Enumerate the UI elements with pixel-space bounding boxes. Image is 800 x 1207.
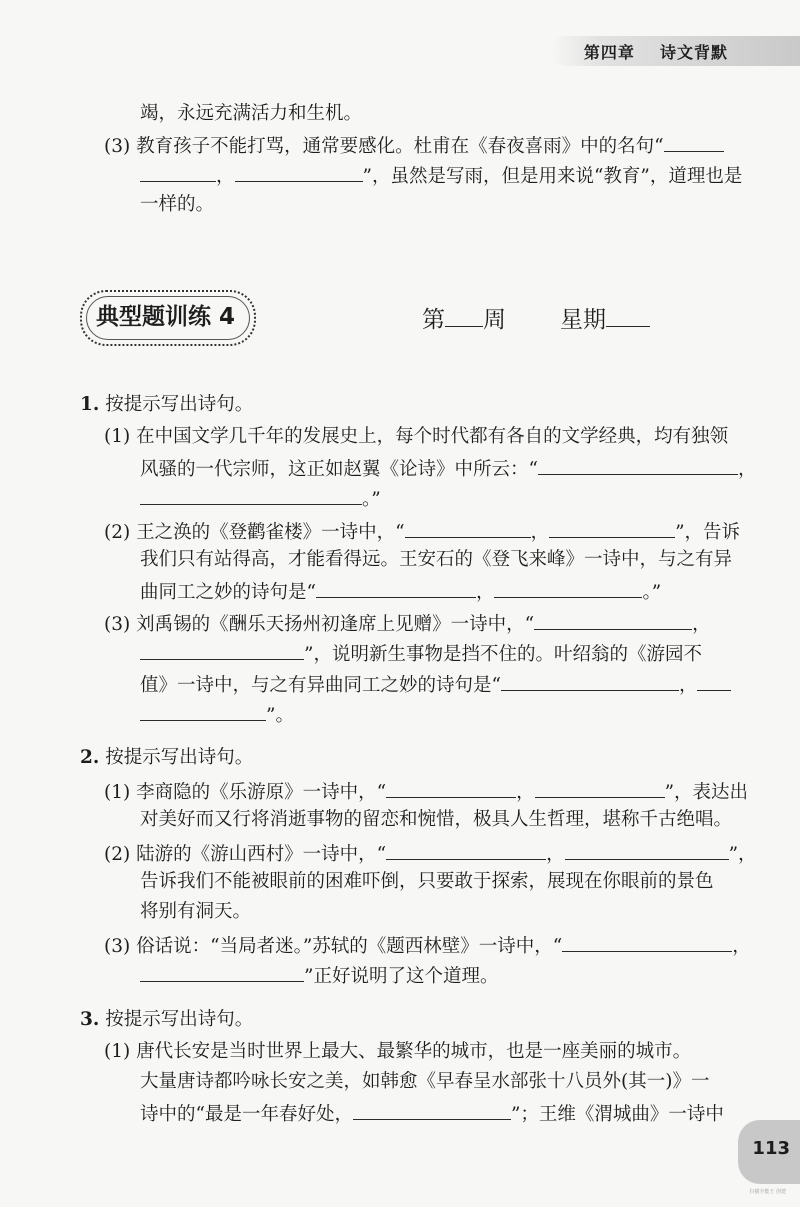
- q1-sub1-line1: [104, 424, 728, 450]
- answer-blank[interactable]: [534, 609, 692, 630]
- carry-item3-line3: 一样的。: [140, 194, 215, 215]
- item-number: (3): [104, 936, 131, 957]
- answer-blank[interactable]: [235, 161, 363, 182]
- q3-sub1-line2: 大量唐诗都吟咏长安之美，如韩愈《早春呈水部张十八员外(其一)》一: [140, 1071, 710, 1092]
- carry-line: 竭，永远充满活力和生机。: [140, 103, 363, 124]
- carry-item3-line2: [140, 161, 742, 190]
- week-label: [422, 302, 506, 335]
- q3-sub1-line1: [104, 1039, 691, 1065]
- q1-sub3-line2: [140, 639, 702, 668]
- answer-blank[interactable]: [140, 484, 362, 505]
- item-text: 李商隐的《乐游原》一诗中，“: [136, 782, 387, 803]
- weekday-text: 星期: [560, 307, 606, 333]
- answer-blank[interactable]: [494, 577, 642, 598]
- q1-sub3-line3: [140, 670, 731, 699]
- item-text: ，: [475, 582, 495, 603]
- item-text: ”，说明新生事物是挡不住的。叶绍翁的《游园不: [304, 644, 702, 665]
- item-text: ，: [546, 844, 565, 865]
- item-text: ”正好说明了这个道理。: [304, 966, 499, 987]
- q1-sub2-line2: 我们只有站得高，才能看得远。王安石的《登飞来峰》一诗中，与之有异: [140, 549, 733, 570]
- item-text: ，: [737, 459, 757, 480]
- weekday-blank[interactable]: [606, 302, 650, 327]
- item-text: 。”: [642, 582, 662, 603]
- answer-blank[interactable]: [140, 161, 216, 182]
- item-number: (1): [104, 1041, 131, 1062]
- q2-sub2-line1: [104, 839, 757, 868]
- item-text: ”，: [728, 844, 757, 865]
- q3-sub1-line3: [140, 1099, 724, 1128]
- answer-blank[interactable]: [316, 577, 476, 598]
- q1-sub2-line1: [104, 517, 740, 546]
- q1-sub2-line3: [140, 577, 661, 606]
- answer-blank[interactable]: [140, 961, 304, 982]
- question-number: 2.: [80, 747, 100, 768]
- question-text: 按提示写出诗句。: [105, 747, 254, 768]
- item-text: ，: [530, 522, 550, 543]
- answer-blank[interactable]: [353, 1099, 511, 1120]
- answer-blank[interactable]: [538, 454, 738, 475]
- item-text: 。”: [362, 489, 381, 510]
- item-text: ，: [678, 675, 698, 696]
- week-prefix: 第: [422, 307, 445, 333]
- weekday-label: [560, 302, 650, 335]
- item-number: (3): [104, 136, 131, 157]
- answer-blank[interactable]: [405, 517, 531, 538]
- week-mid: 周: [483, 307, 506, 333]
- answer-blank[interactable]: [501, 670, 679, 691]
- answer-blank[interactable]: [549, 517, 675, 538]
- answer-blank[interactable]: [664, 131, 724, 152]
- week-blank[interactable]: [445, 302, 483, 327]
- item-text: 值》一诗中，与之有异曲同工之妙的诗句是“: [140, 675, 501, 696]
- q1-sub3-line1: [104, 609, 711, 638]
- item-text: 刘禹锡的《酬乐天扬州初逢席上见赠》一诗中，“: [136, 614, 535, 635]
- item-text: ”；王维《渭城曲》一诗中: [510, 1104, 724, 1125]
- item-text: ”。: [266, 705, 294, 726]
- item-text: 诗中的“最是一年春好处，: [140, 1104, 353, 1125]
- item-text: 唐代长安是当时世界上最大、最繁华的城市，也是一座美丽的城市。: [136, 1041, 692, 1062]
- page-number: 113: [752, 1138, 790, 1159]
- carry-item3-line1: [104, 131, 724, 160]
- q1-sub1-line3: [140, 484, 381, 513]
- q1-sub3-line4: [140, 700, 294, 729]
- q2-sub2-line2: 告诉我们不能被眼前的困难吓倒，只要敢于探索，展现在你眼前的景色: [140, 871, 714, 892]
- section-label: 诗文背默: [659, 43, 728, 62]
- item-text: 教育孩子不能打骂，通常要感化。杜甫在《春夜喜雨》中的名句“: [136, 136, 664, 157]
- answer-blank[interactable]: [565, 839, 729, 860]
- answer-blank[interactable]: [386, 839, 546, 860]
- answer-blank[interactable]: [140, 639, 304, 660]
- item-text: ”，表达出: [664, 782, 749, 803]
- q2-sub2-line3: 将别有洞天。: [140, 901, 252, 922]
- item-text: ，: [732, 936, 751, 957]
- item-text: ，: [216, 166, 235, 187]
- question-2-title: [80, 745, 253, 771]
- item-number: (1): [104, 782, 131, 803]
- item-text: ”，虽然是写雨，但是用来说“教育”，道理也是: [362, 166, 743, 187]
- chapter-label: 第四章: [583, 43, 635, 62]
- item-number: (2): [104, 522, 131, 543]
- question-number: 1.: [80, 394, 100, 415]
- scanner-footnote: 扫描全能王 创建: [749, 1189, 786, 1195]
- q1-sub1-line2: [140, 454, 756, 483]
- item-text: 曲同工之妙的诗句是“: [140, 582, 316, 603]
- answer-blank[interactable]: [697, 670, 731, 691]
- chapter-header: [584, 40, 728, 63]
- item-text: ，: [692, 614, 711, 635]
- item-text: 风骚的一代宗师，这正如赵翼《论诗》中所云：“: [140, 459, 538, 480]
- answer-blank[interactable]: [562, 931, 732, 952]
- section-title: 典型题训练 4: [96, 304, 236, 330]
- answer-blank[interactable]: [386, 777, 516, 798]
- question-text: 按提示写出诗句。: [105, 394, 254, 415]
- item-number: (3): [104, 614, 131, 635]
- answer-blank[interactable]: [140, 700, 266, 721]
- item-text: 俗话说：“当局者迷。”苏轼的《题西林壁》一诗中，“: [136, 936, 563, 957]
- item-text: 陆游的《游山西村》一诗中，“: [136, 844, 387, 865]
- answer-blank[interactable]: [535, 777, 665, 798]
- q2-sub1-line2: 对美好而又行将消逝事物的留恋和惋惜，极具人生哲理，堪称千古绝唱。: [140, 809, 733, 830]
- q2-sub3-line1: [104, 931, 751, 960]
- item-text: 在中国文学几千年的发展史上，每个时代都有各自的文学经典，均有独领: [136, 426, 729, 447]
- item-number: (2): [104, 844, 131, 865]
- item-number: (1): [104, 426, 131, 447]
- item-text: ”，告诉: [675, 522, 741, 543]
- q2-sub1-line1: [104, 777, 748, 806]
- item-text: 王之涣的《登鹳雀楼》一诗中，“: [136, 522, 405, 543]
- question-3-title: [80, 1007, 253, 1033]
- question-1-title: [80, 392, 253, 418]
- question-number: 3.: [80, 1009, 100, 1030]
- item-text: ，: [516, 782, 535, 803]
- q2-sub3-line2: [140, 961, 498, 990]
- question-text: 按提示写出诗句。: [105, 1009, 254, 1030]
